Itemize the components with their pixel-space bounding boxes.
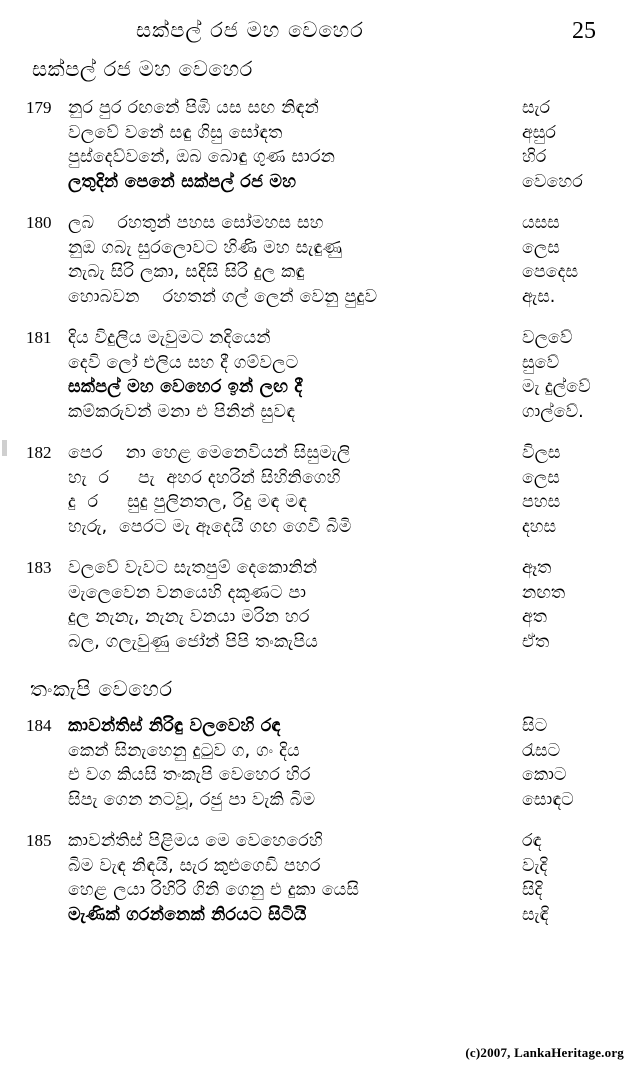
section-heading-top: සක්පල් රජ මහ වෙහෙර xyxy=(32,57,253,81)
verse-rhyme-word: ලෙස xyxy=(522,237,560,258)
verse-rhyme-word: ලෙස xyxy=(522,467,560,488)
verse-rhyme-word: හිර xyxy=(522,147,547,167)
verse-line xyxy=(26,287,618,307)
page-header xyxy=(26,18,618,43)
verse-line-text: පෙර නා හෙළ මෙනෙවියන් සිසුමැලි xyxy=(68,443,351,463)
verse-line-text: බල, ගලැවුණු ජෝන් පිපි තංකැපිය xyxy=(68,631,319,652)
verse-line-text: ලබ රහතුන් පහස සෝමහස සහ xyxy=(68,213,324,233)
verse-block xyxy=(26,831,618,924)
section-heading-middle: තංකැපි වෙහෙර xyxy=(30,677,173,701)
verse-line-text: හොබවන රහතන් ගල් ලෙන් වෙනු පුදුව xyxy=(68,286,378,307)
page-number: 25 xyxy=(572,18,596,44)
verse-line-text: දෙවි ලෝ එලිය සහ දී ගම්වලට xyxy=(68,352,299,373)
verse-rhyme-word: සැර xyxy=(522,98,551,118)
verse-line xyxy=(26,468,618,488)
verse-line xyxy=(26,517,618,537)
verse-line-text: දුල නැනැ, නැනැ වනයා මරින හර xyxy=(68,607,310,627)
header-title: සක්පල් රජ මහ වෙහෙර xyxy=(136,18,364,42)
verse-line xyxy=(26,607,618,627)
verse-line xyxy=(26,98,618,118)
verse-line-text: හැරු, පෙරට මැ ඈදෙයි ගඟ ගෙවී බිමි xyxy=(68,516,352,537)
verse-line-text: හෙළ ලයා රිහිරි ගිනි ගෙනු එ දුකා යෙසි xyxy=(68,880,360,900)
verse-rhyme-word: නඟත xyxy=(522,582,566,603)
verse-rhyme-word: ගාල්වේ. xyxy=(522,401,584,422)
verse-number: 181 xyxy=(26,328,52,347)
verse-line-text: මැණික් ගරන්නෙක් නිරයට සිටියි xyxy=(68,904,307,925)
verse-line xyxy=(26,443,618,463)
verse-block xyxy=(26,558,618,651)
verse-line-text: මැලෙවෙන වනයෙහි දකුණට පා xyxy=(68,582,307,603)
verse-line-text: නුර පුර රඟනේ පිඹි යස සඟ නිඳන් xyxy=(68,98,320,118)
verse-rhyme-word: රඳ xyxy=(522,831,542,851)
verse-line xyxy=(26,558,618,578)
verse-line-text: කම්කරුවන් මනා එ පිනින් සුවඳ xyxy=(68,401,296,422)
verse-rhyme-word: වලවේ xyxy=(522,328,573,348)
verse-line xyxy=(26,123,618,143)
verse-line xyxy=(26,905,618,925)
copyright-footer: (c)2007, LankaHeritage.org xyxy=(465,1045,624,1060)
verse-line-text: නුඔ ගබැ සුරලොවට හිණි මහ සැඳුණු xyxy=(68,237,343,258)
verse-line xyxy=(26,765,618,785)
verse-rhyme-word: ඒත xyxy=(522,631,550,652)
verse-line-text: වලවේ වැවට සැතපුම් දෙකොනින් xyxy=(68,558,318,578)
verse-rhyme-word: සිට xyxy=(522,716,548,736)
verse-rhyme-word: පහස xyxy=(522,492,561,512)
verse-rhyme-word: රැසට xyxy=(522,740,561,761)
verse-number: 184 xyxy=(26,716,52,735)
verse-block xyxy=(26,328,618,421)
verse-block xyxy=(26,98,618,191)
verse-line xyxy=(26,492,618,512)
verse-rhyme-word: යසස xyxy=(522,213,560,233)
verse-line xyxy=(26,353,618,373)
verse-line xyxy=(26,213,618,233)
verse-line-text: කෙන් සිනැහෙනු දුටුව ග, ගං දිය xyxy=(68,740,300,761)
verse-rhyme-word: පෙදෙස xyxy=(522,262,579,282)
verse-line xyxy=(26,377,618,397)
verse-rhyme-word: දහස xyxy=(522,516,557,537)
verse-line-text: කාවන්තිස් නිරිඳු වලවෙහි රඳ xyxy=(68,716,281,736)
verse-rhyme-word: ඇස. xyxy=(522,286,556,307)
verse-line xyxy=(26,790,618,810)
verse-rhyme-word: කොට xyxy=(522,765,567,785)
verse-rhyme-word: සොඳට xyxy=(522,789,574,810)
verse-number: 185 xyxy=(26,831,52,850)
verse-line xyxy=(26,147,618,167)
verse-line xyxy=(26,741,618,761)
verse-line xyxy=(26,262,618,282)
verse-number: 179 xyxy=(26,98,52,117)
verse-line xyxy=(26,172,618,192)
verse-line-text: හැ ර පැ අහර දහරින් සිහිනිගෙහි xyxy=(68,467,341,488)
verse-block xyxy=(26,716,618,809)
verse-line-text: සිපැ ගෙන නටවූ, රජු පා වැකි බිම xyxy=(68,789,316,810)
verse-rhyme-word: වැදි xyxy=(522,855,548,876)
verse-line-text: පුස්දෙව්වනේ, ඔබ බොඳු ගුණ සාරන xyxy=(68,147,336,167)
margin-mark xyxy=(2,440,7,456)
verse-rhyme-word: අසුර xyxy=(522,122,556,143)
verse-line xyxy=(26,583,618,603)
verse-number: 180 xyxy=(26,213,52,232)
verse-line-text: එ වග කියසි තංකැපි වෙහෙර හිර xyxy=(68,765,311,785)
verse-line-text: සක්පල් මහ වෙහෙර ඉන් ලඟ දී xyxy=(68,377,303,397)
verse-rhyme-word: වෙහෙර xyxy=(522,171,583,192)
verse-line xyxy=(26,880,618,900)
verse-line xyxy=(26,632,618,652)
verse-number: 182 xyxy=(26,443,52,462)
verse-block xyxy=(26,443,618,536)
verse-block xyxy=(26,213,618,306)
verse-rhyme-word: අත xyxy=(522,607,547,627)
verse-line-text: නැබැ සිරි ලකා, සදිසි සිරි දුල කඳු xyxy=(68,262,305,282)
verse-line xyxy=(26,238,618,258)
verse-rhyme-word: සිදි xyxy=(522,880,543,900)
verse-line-text: වලවේ වනේ සඳු ගිසු සෝඳත xyxy=(68,122,283,143)
verse-line-text: ලතුදින් පෙනේ සක්පල් රජ මහ xyxy=(68,171,297,192)
verse-line-text: දු ර සුදු පුලිනතල, රිදු මඳ මඳ xyxy=(68,492,308,512)
verse-rhyme-word: විලස xyxy=(522,443,561,463)
verse-line xyxy=(26,831,618,851)
verse-line-text: දිය විදුලිය මැවුමට නදියෙන් xyxy=(68,328,271,348)
verse-number: 183 xyxy=(26,558,52,577)
verse-line-text: කාවන්තිස් පිළිමය මෙ වෙහෙරෙහි xyxy=(68,831,323,851)
verse-line xyxy=(26,328,618,348)
verse-rhyme-word: මැ දුල්වේ xyxy=(522,377,591,397)
verse-line xyxy=(26,856,618,876)
verse-rhyme-word: සුවේ xyxy=(522,352,560,373)
verse-rhyme-word: ඈත xyxy=(522,558,552,578)
verse-line-text: බිම වැඳ නිඳයි, සැර කුළුගෙඩි පහර xyxy=(68,855,321,876)
verse-line xyxy=(26,402,618,422)
verse-rhyme-word: සැඳි xyxy=(522,904,549,925)
verse-line xyxy=(26,716,618,736)
